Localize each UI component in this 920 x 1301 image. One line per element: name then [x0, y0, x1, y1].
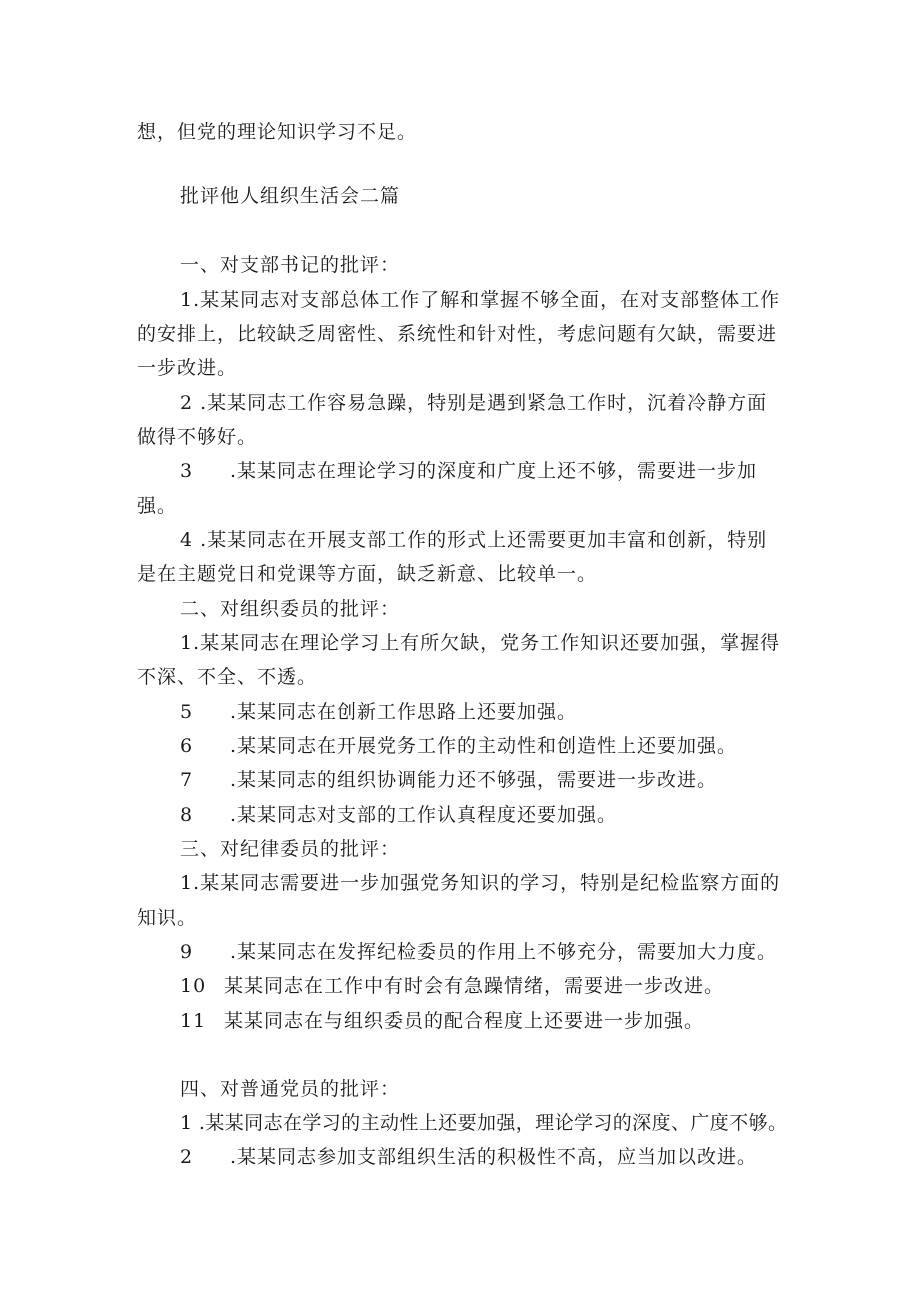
- section-title: 批评他人组织生活会二篇: [180, 185, 401, 207]
- text-line: 不深、不全、不透。: [137, 666, 318, 688]
- item-number: 9: [180, 941, 194, 963]
- item-number: 8: [180, 804, 194, 826]
- list-item: [180, 459, 757, 483]
- text-line: 是在主题党日和党课等方面，缺乏新意、比较单一。: [137, 563, 598, 585]
- text-line: 知识。: [137, 907, 198, 929]
- item-number: 6: [180, 735, 194, 757]
- item-number: 2: [180, 1146, 194, 1168]
- item-number: 7: [180, 769, 194, 791]
- text-line: 做得不够好。: [137, 426, 258, 448]
- text-line: 1 .某某同志在学习的主动性上还要加强，理论学习的深度、广度不够。: [180, 1112, 788, 1134]
- item-text: .某某同志的组织协调能力还不够强，需要进一步改进。: [230, 769, 718, 791]
- item-number: 3: [180, 460, 194, 482]
- item-text: .某某同志在创新工作思路上还要加强。: [230, 701, 578, 723]
- item-number: 11: [180, 1010, 207, 1032]
- item-text: 某某同志在与组织委员的配合程度上还要进一步加强。: [224, 1010, 705, 1032]
- item-text: .某某同志参加支部组织生活的积极性不高，应当加以改进。: [230, 1146, 758, 1168]
- text-line: 4 .某某同志在开展支部工作的形式上还需要更加丰富和创新，特别: [180, 529, 768, 551]
- section-heading: 四、对普通党员的批评：: [180, 1078, 401, 1100]
- list-item: [180, 940, 777, 964]
- text-line: 2 .某某同志工作容易急躁，特别是遇到紧急工作时，沉着冷静方面: [180, 392, 768, 414]
- list-item: [180, 1009, 704, 1033]
- text-line: 的安排上，比较缺乏周密性、系统性和针对性，考虑问题有欠缺，需要进: [137, 323, 778, 345]
- text-line: 1.某某同志对支部总体工作了解和掌握不够全面，在对支部整体工作: [180, 289, 781, 311]
- item-text: .某某同志在发挥纪检委员的作用上不够充分，需要加大力度。: [230, 941, 778, 963]
- list-item: [180, 974, 724, 998]
- item-text: .某某同志在理论学习的深度和广度上还不够，需要进一步加: [230, 460, 758, 482]
- list-item: [180, 700, 577, 724]
- text-line: 1.某某同志需要进一步加强党务知识的学习，特别是纪检监察方面的: [180, 872, 781, 894]
- section-heading: 二、对组织委员的批评：: [180, 598, 401, 620]
- item-text: .某某同志在开展党务工作的主动性和创造性上还要加强。: [230, 735, 738, 757]
- text-line: 想，但党的理论知识学习不足。: [137, 121, 418, 143]
- list-item: [180, 768, 717, 792]
- text-line: 一步改进。: [137, 357, 238, 379]
- list-item: [180, 803, 617, 827]
- item-text: 某某同志在工作中有时会有急躁情绪，需要进一步改进。: [224, 975, 725, 997]
- text-line: 强。: [137, 495, 178, 517]
- item-text: .某某同志对支部的工作认真程度还要加强。: [230, 804, 618, 826]
- item-number: 10: [180, 975, 207, 997]
- section-heading: 一、对支部书记的批评：: [180, 254, 401, 276]
- list-item: [180, 1145, 757, 1169]
- list-item: [180, 734, 737, 758]
- section-heading: 三、对纪律委员的批评：: [180, 838, 401, 860]
- text-line: 1.某某同志在理论学习上有所欠缺，党务工作知识还要加强，掌握得: [180, 632, 781, 654]
- item-number: 5: [180, 701, 194, 723]
